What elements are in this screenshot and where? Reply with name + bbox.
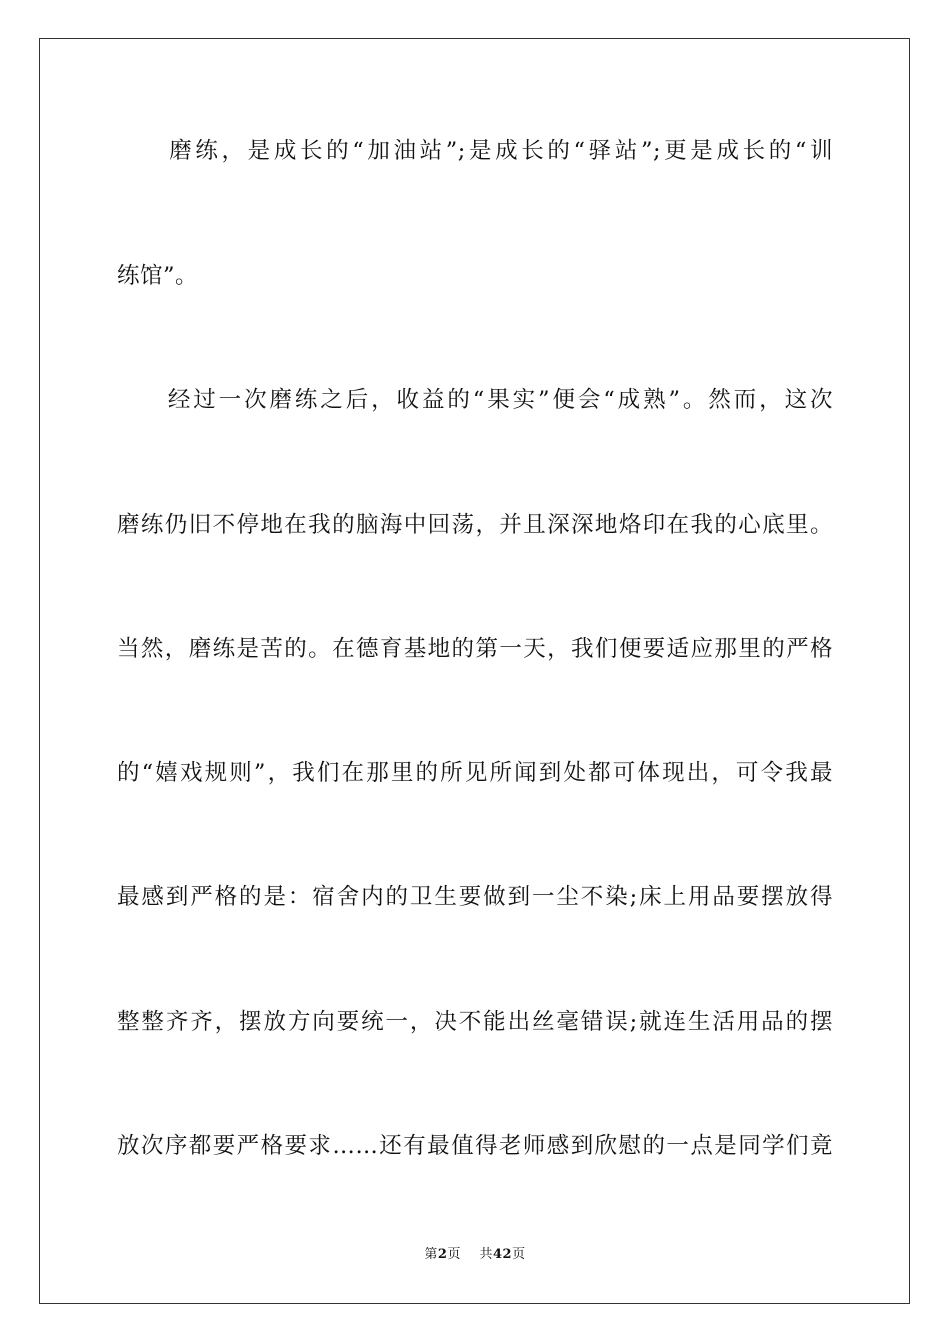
text-line: 磨练仍旧不停地在我的脑海中回荡，并且深深地烙印在我的心底里。 [117, 512, 833, 538]
total-page-count: 42 [493, 1247, 513, 1262]
page-label-prefix: 第 [424, 1247, 438, 1262]
text-line: 当然，磨练是苦的。在德育基地的第一天，我们便要适应那里的严格 [117, 636, 833, 662]
current-page-number: 2 [437, 1247, 448, 1262]
total-label-prefix: 共 [479, 1247, 493, 1262]
page-border [39, 38, 910, 1304]
text-line: 练馆”。 [117, 263, 199, 289]
text-line: 经过一次磨练之后，收益的“果实”便会“成熟”。然而，这次 [117, 387, 833, 413]
text-line: 放次序都要严格要求……还有最值得老师感到欣慰的一点是同学们竟 [117, 1133, 833, 1159]
text-line: 整整齐齐，摆放方向要统一，决不能出丝毫错误;就连生活用品的摆 [117, 1009, 833, 1035]
total-label-suffix: 页 [512, 1247, 526, 1262]
text-line: 最感到严格的是：宿舍内的卫生要做到一尘不染;床上用品要摆放得 [117, 884, 833, 910]
page-footer [0, 1246, 950, 1264]
text-line: 的“嬉戏规则”，我们在那里的所见所闻到处都可体现出，可令我最 [117, 760, 833, 786]
text-line: 磨练，是成长的“加油站”;是成长的“驿站”;更是成长的“训 [117, 138, 833, 164]
page-label-suffix: 页 [447, 1247, 461, 1262]
